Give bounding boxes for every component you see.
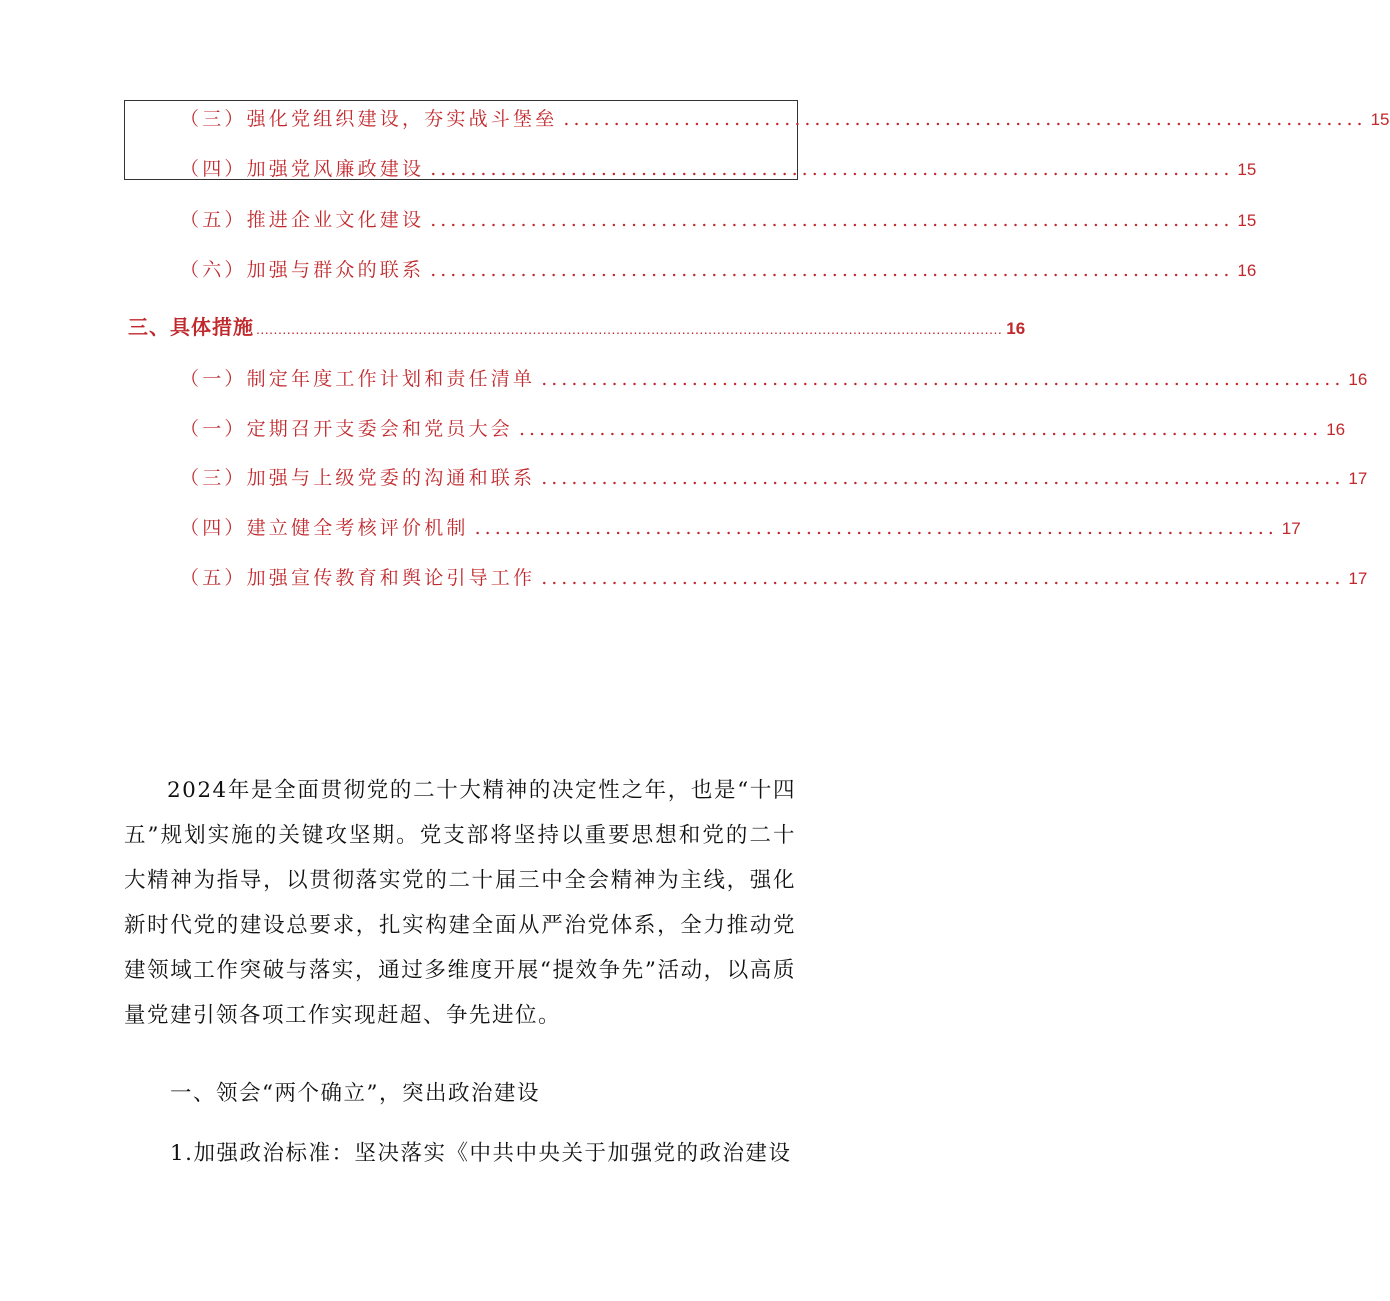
toc-entry[interactable]: [180, 563, 1368, 590]
toc-leader-dots: ................................................................................: [430, 158, 1234, 180]
toc-entry-page: 16: [1326, 420, 1346, 439]
toc-entry-page: 16: [1237, 261, 1257, 280]
toc-entry-label: （四）建立健全考核评价机制: [180, 517, 469, 539]
toc-entry-label: （一）定期召开支委会和党员大会: [180, 418, 514, 440]
toc-entry-page: 15: [1370, 110, 1390, 129]
toc-entry[interactable]: [180, 104, 1390, 131]
toc-leader-dots: ................................................................................: [541, 467, 1345, 489]
toc-entry-page: 17: [1281, 519, 1301, 538]
toc-entry-page: 15: [1237, 160, 1257, 179]
toc-entry-label: （五）加强宣传教育和舆论引导工作: [180, 567, 536, 589]
toc-entry[interactable]: [180, 513, 1301, 540]
toc-entry-label: （一）制定年度工作计划和责任清单: [180, 368, 536, 390]
toc-leader-dots: ................................................................................: [430, 259, 1234, 281]
toc-entry[interactable]: [180, 205, 1257, 232]
intro-paragraph: 2024年是全面贯彻党的二十大精神的决定性之年，也是“十四五”规划实施的关键攻坚期。党支部将坚持以重要思想和党的二十大精神为指导，以贯彻落实党的二十届三中全会精神为主线，强化新时代党的建设总要求，扎实构建全面从严治党体系，全力推动党建领域工作突破与落实，通过多维度开展“提效争先”活动，以高质量党建引领各项工作实现赶超、争先进位。: [124, 778, 796, 1028]
toc-leader-dots: ................................................................................: [541, 567, 1345, 589]
toc-entry[interactable]: [180, 154, 1257, 181]
toc-leader-dots: ................................................................................: [563, 108, 1367, 130]
toc-entry-label: （六）加强与群众的联系: [180, 259, 425, 281]
toc-entry-label: （四）加强党风廉政建设: [180, 158, 425, 180]
toc-entry-page: 17: [1348, 569, 1368, 588]
section-heading: 一、领会“两个确立”，突出政治建设: [170, 1081, 540, 1106]
toc-entry-label: （五）推进企业文化建设: [180, 209, 425, 231]
toc-leader-dots: ..........................................................................................................................................................................: [256, 321, 1003, 337]
toc-entry-page: 15: [1237, 211, 1257, 230]
toc-entry-page: 17: [1348, 469, 1368, 488]
toc-leader-dots: ................................................................................: [541, 368, 1345, 390]
toc-leader-dots: ................................................................................: [519, 418, 1323, 440]
toc-leader-dots: ................................................................................: [430, 209, 1234, 231]
toc-entry[interactable]: [180, 463, 1368, 490]
toc-entry-label: （三）加强与上级党委的沟通和联系: [180, 467, 536, 489]
toc-section-entry[interactable]: [128, 311, 1026, 340]
toc-entry-label: （三）强化党组织建设，夯实战斗堡垒: [180, 108, 558, 130]
toc-entry-page: 16: [1348, 370, 1368, 389]
toc-entry[interactable]: [180, 255, 1257, 282]
intro-section: [124, 768, 796, 1038]
toc-entry-page: 16: [1006, 319, 1026, 338]
toc-leader-dots: ................................................................................: [474, 517, 1278, 539]
toc-entry[interactable]: [180, 414, 1346, 441]
list-item: 1.加强政治标准：坚决落实《中共中央关于加强党的政治建设: [170, 1141, 792, 1166]
toc-entry-label: 三、具体措施: [128, 317, 254, 339]
toc-entry[interactable]: [180, 364, 1368, 391]
